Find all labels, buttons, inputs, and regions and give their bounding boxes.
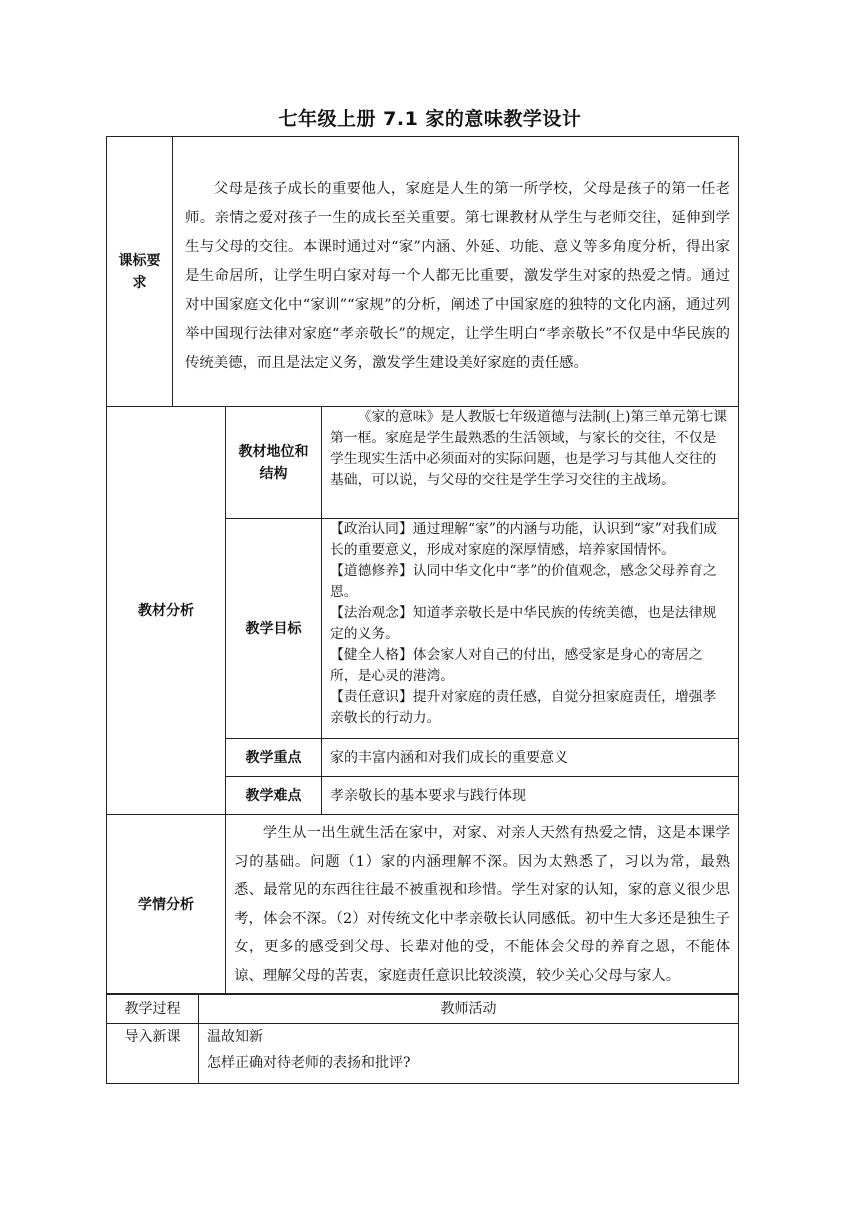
diwei-label: 教材地位和结构 [226, 407, 322, 519]
nandian-text: 孝亲敬长的基本要求与践行体现 [322, 777, 739, 815]
mubiao-item: 【法治观念】知道孝亲敬长是中华民族的传统美德，也是法律规定的义务。 [330, 605, 717, 642]
kebiao-text: 父母是孩子成长的重要他人，家庭是人生的第一所学校，父母是孩子的第一任老师。亲情之爱对孩子一生的成长至关重要。第七课教材从学生与老师交往，延伸到学生与父母的交往。本课时通过对“家”内涵、外延、功能、意义等多角度分析，得出家是生命居所，让学生明白家对每一个人都无比重要，激发学生对家的热爱之情。通过对中国家庭文化中“家训”“家规”的分析，阐述了中国家庭的独特的文化内涵，通过列举中国现行法律对家庭“孝亲敬长”的规定，让学生明白“孝亲敬长”不仅是中华民族的传统美德，而且是法定义务，激发学生建设美好家庭的责任感。 [173, 137, 739, 407]
zhongdian-label: 教学重点 [226, 739, 322, 777]
process-header-activity: 教师活动 [199, 994, 739, 1024]
xueqing-text: 学生从一出生就生活在家中，对家、对亲人天然有热爱之情，这是本课学习的基础。问题（1）家的内涵理解不深。因为太熟悉了，习以为常，最熟悉、最常见的东西往往最不被重视和珍惜。学生对家的认知，家的意义很少思考，体会不深。（2）对传统文化中孝亲敬长认同感低。初中生大多还是独生子女，更多的感受到父母、长辈对他的受，不能体会父母的养育之恩，不能体谅、理解父母的苦衷，家庭责任意识比较淡漠，较少关心父母与家人。 [226, 815, 739, 995]
nandian-label: 教学难点 [226, 777, 322, 815]
xueqing-label: 学情分析 [107, 815, 226, 995]
mubiao-item: 【政治认同】通过理解“家”的内涵与功能，认识到“家”对我们成长的重要意义，形成对家庭的深厚情感，培养家国情怀。 [330, 521, 717, 558]
diwei-text: 《家的意味》是人教版七年级道德与法制(上)第三单元第七课第一框。家庭是学生最熟悉的生活领域，与家长的交往，不仅是学生现实生活中必须面对的实际问题，也是学习与其他人交往的基础，可以说，与父母的交往是学生学习交往的主战场。 [322, 407, 739, 519]
jiaocai-label: 教材分析 [107, 407, 226, 815]
zhongdian-text: 家的丰富内涵和对我们成长的重要意义 [322, 739, 739, 777]
document-title: 七年级上册 7.1 家的意味教学设计 [278, 108, 582, 130]
mubiao-item: 【责任意识】提升对家庭的责任感，自觉分担家庭责任，增强孝亲敬长的行动力。 [330, 689, 717, 726]
kebiao-label: 课标要求 [107, 137, 173, 407]
mubiao-list [322, 519, 739, 739]
process-header-stage: 教学过程 [107, 994, 199, 1024]
mubiao-item: 【健全人格】体会家人对自己的付出，感受家是身心的寄居之所，是心灵的港湾。 [330, 647, 703, 684]
process-table [106, 993, 739, 1084]
analysis-table [106, 406, 739, 995]
process-activity [199, 1024, 739, 1084]
mubiao-label: 教学目标 [226, 519, 322, 739]
mubiao-item: 【道德修养】认同中华文化中“孝”的价值观念，感念父母养育之恩。 [330, 563, 717, 600]
process-activity-line: 怎样正确对待老师的表扬和批评? [207, 1055, 411, 1071]
process-activity-line: 温故知新 [207, 1029, 263, 1045]
curriculum-table [106, 136, 739, 407]
process-stage: 导入新课 [107, 1024, 199, 1084]
